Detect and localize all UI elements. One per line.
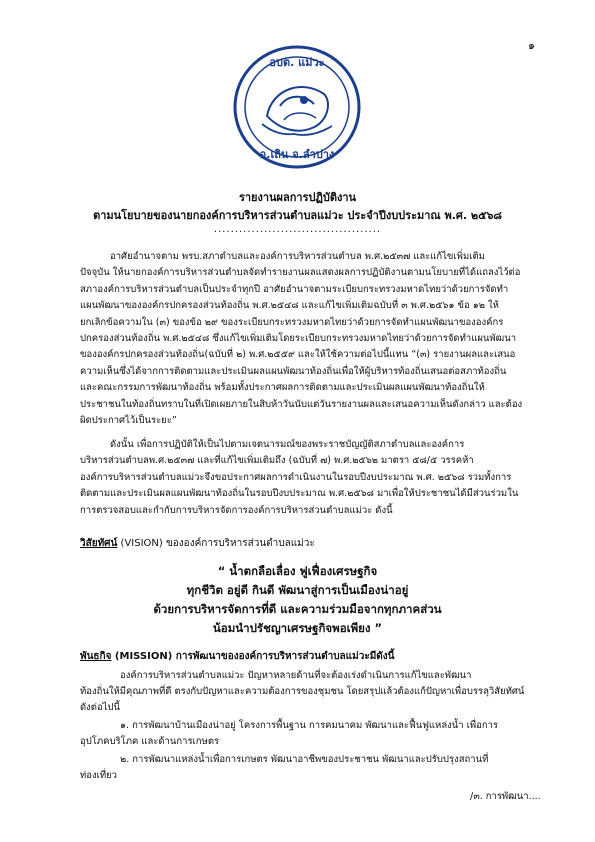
paragraph1-line: ขององค์กรปกครองส่วนท้องถิ่น(ฉบับที่ ๒) พ.ศ.๒๕๕๙ และให้ใช้ความต่อไปนี้แทน “(๓) รายงานผลและเสนอ — [80, 349, 516, 361]
vision-heading — [80, 538, 315, 550]
mission-item-2: ๒. การพัฒนาแหล่งน้ำเพื่อการเกษตร พัฒนาอาชีพของประชาชน พัฒนาและปรับปรุงสถานที่ — [120, 754, 489, 765]
report-subtitle: ตามนโยบายของนายกองค์การบริหารส่วนตำบลแม่วะ ประจำปีงบประมาณ พ.ศ. ๒๕๖๘ — [93, 209, 502, 222]
paragraph1-line: ความเห็นซึ่งได้จากการติดตามและประเมินผลแผนพัฒนาท้องถิ่นเพื่อให้ผู้บริหารท้องถิ่นเสนอต่อสภาท้องถิ่น — [80, 365, 507, 377]
paragraph1-line: ปัจจุบัน ให้นายกองค์การบริหารส่วนตำบลจัดทำรายงานผลแสดงผลการปฏิบัติงานตามนโยบายที่ได้แถลงไว้ต่อ — [80, 267, 521, 279]
paragraph1-line: ปกครองส่วนท้องถิ่น พ.ศ.๒๕๔๘ ซึ่งแก้ไขเพิ่มเติมโดยระเบียบกระทรวงมหาดไทยว่าด้วยการจัดทำแผนพัฒนา — [80, 333, 517, 344]
vision-line-1: “ น้ำตกลือเลื่อง ฟูเฟื่องเศรษฐกิจ — [217, 564, 378, 578]
paragraph1-line: และคณะกรรมการพัฒนาท้องถิ่น พร้อมทั้งประกาศผลการติดตามและประเมินผลแผนพัฒนาท้องถิ่นให้ — [80, 382, 485, 394]
paragraph1-line: ผิดประกาศไว้เป็นระยะ” — [80, 415, 177, 426]
mission-item-2-cont: ท่องเที่ยว — [80, 770, 118, 781]
paragraph2-line: ดังนั้น เพื่อการปฏิบัติให้เป็นไปตามเจตนารมณ์ของพระราชบัญญัติสภาตำบลและองค์การ — [110, 439, 465, 450]
mission-intro-3: ดังต่อไปนี้ — [80, 702, 120, 713]
paragraph1-line: อาศัยอำนาจตาม พรบ.สภาตำบลและองค์การบริหารส่วนตำบล พ.ศ.๒๕๓๗ และแก้ไขเพิ่มเติม — [110, 251, 485, 262]
paragraph2-line: การตรวจสอบและกำกับการบริหารจัดการองค์การบริหารส่วนตำบลแม่วะ ดังนี้ — [80, 504, 393, 516]
paragraph2-line: บริหารส่วนตำบลพ.ศ.๒๕๓๗ และที่แก้ไขเพิ่มเติมถึง (ฉบับที่ ๗) พ.ศ.๒๕๖๒ มาตรา ๕๘/๕ วรรคห้า — [80, 455, 474, 467]
mission-item-1-cont: อุปโภคบริโภค และด้านการเกษตร — [80, 736, 220, 747]
mission-intro-2: ท้องถิ่นให้มีคุณภาพที่ดี ตรงกับปัญหาและความต้องการของชุมชน โดยสรุปแล้วต้องแก้ปัญหาเพื่อบรรลุวิสัยทัศน์ — [80, 686, 525, 697]
vision-heading-rest: (VISION) ขององค์การบริหารส่วนตำบลแม่วะ — [117, 538, 315, 549]
mission-intro-1: องค์การบริหารส่วนตำบลแม่วะ ปัญหาหลายด้านที่จะต้องเร่งดำเนินการแก้ไขและพัฒนา — [120, 670, 472, 681]
seal-bottom-text: อ.เถิน จ.ลำปาง — [259, 148, 335, 161]
paragraph1-line: แผนพัฒนาขององค์กรปกครองส่วนท้องถิ่น พ.ศ.๒๕๔๘ และแก้ไขเพิ่มเติมฉบับที่ ๓ พ.ศ.๒๕๖๑ ข้อ ๑๒ ให้ — [80, 300, 499, 312]
page-number: ๑ — [528, 39, 535, 52]
paragraph1-line: ประชาชนในท้องถิ่นทราบในที่เปิดเผยภายในสิบห้าวันนับแต่วันรายงานผลและเสนอความเห็นดังกล่าว และต้อง — [80, 398, 523, 410]
mission-label: พันธกิจ — [80, 651, 112, 662]
title-dots: ........................................ — [213, 224, 382, 235]
mission-item-1: ๑. การพัฒนาบ้านเมืองน่าอยู่ โครงการพื้นฐาน การคมนาคม พัฒนาและฟื้นฟูแหล่งน้ำ เพื่อการ — [120, 720, 499, 731]
vision-line-3: ด้วยการบริหารจัดการที่ดี และความร่วมมือจากทุกภาคส่วน — [153, 602, 442, 616]
vision-line-4: น้อมนำปรัชญาเศรษฐกิจพอเพียง ” — [212, 621, 383, 635]
report-title: รายงานผลการปฏิบัติงาน — [238, 191, 357, 204]
continuation-note: /๓. การพัฒนา.... — [470, 791, 541, 802]
paragraph1-line: สภาองค์การบริหารส่วนตำบลเป็นประจำทุกปี อาศัยอำนาจตามระเบียบกระทรวงมหาดไทยว่าด้วยการจัดทำ — [80, 283, 509, 295]
vision-label: วิสัยทัศน์ — [80, 538, 118, 549]
paragraph2-line: องค์การบริหารส่วนตำบลแม่วะจึงขอประกาศผลการดำเนินงานในรอบปีงบประมาณ พ.ศ. ๒๕๖๘ รวมทั้งการ — [80, 471, 512, 483]
mission-heading-rest: (MISSION) การพัฒนาขององค์การบริหารส่วนตำบลแม่วะมีดังนี้ — [111, 651, 395, 662]
organization-seal — [232, 44, 362, 170]
paragraph2-line: ติดตามและประเมินผลแผนพัฒนาท้องถิ่นในรอบปีงบประมาณ พ.ศ.๒๕๖๘ มาเพื่อให้ประชาชนได้มีส่วนร่วมใน — [80, 488, 519, 500]
paragraph1-line: ยกเลิกข้อความใน (๓) ของข้อ ๒๙ ของระเบียบกระทรวงมหาดไทยว่าด้วยการจัดทำแผนพัฒนาขององค์กร — [80, 316, 504, 328]
vision-line-2: ทุกชีวิต อยู่ดี กินดี พัฒนาสู่การเป็นเมืองน่าอยู่ — [186, 583, 409, 597]
seal-top-text: อบต. แม่วะ — [269, 56, 325, 69]
mission-heading — [80, 651, 395, 663]
